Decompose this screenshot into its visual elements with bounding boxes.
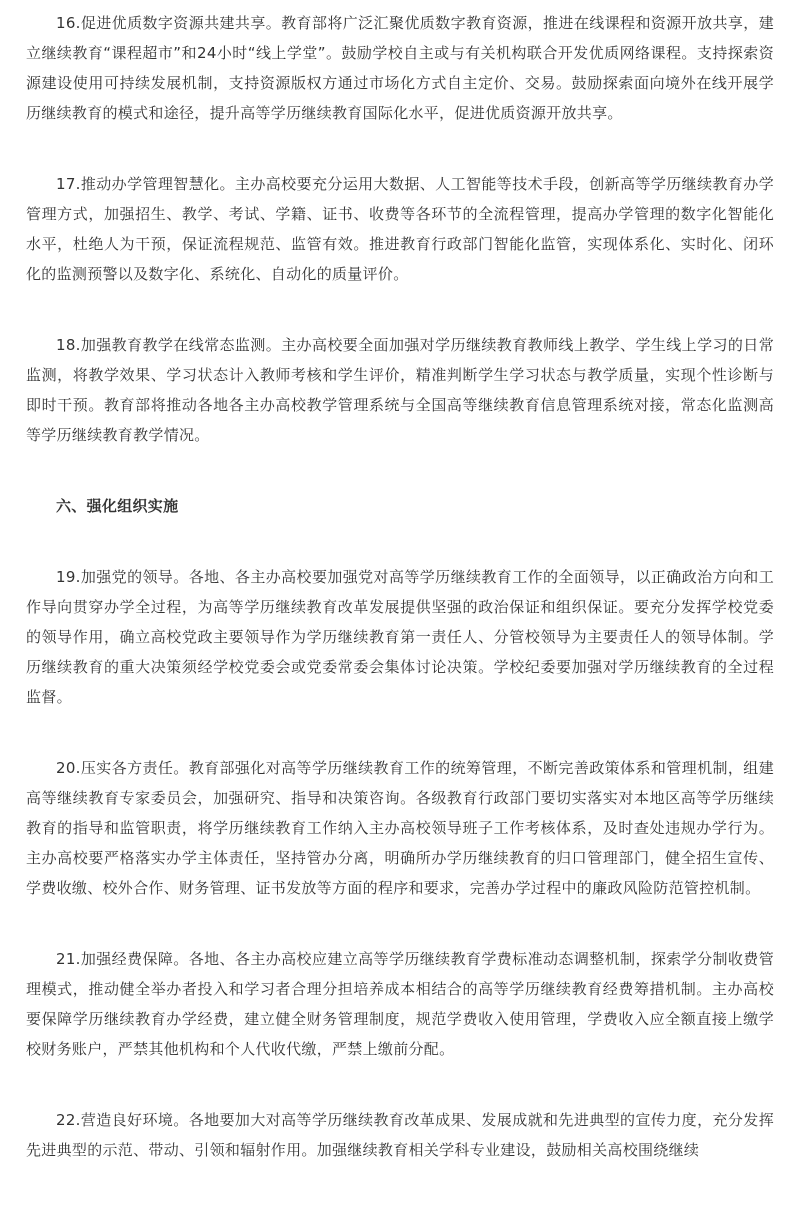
paragraph-20: 20.压实各方责任。教育部强化对高等学历继续教育工作的统筹管理，不断完善政策体系和管理机制，组建高等继续教育专家委员会，加强研究、指导和决策咨询。各级教育行政部门要切实落实对本地区高等学历继续教育的指导和监管职责，将学历继续教育工作纳入主办高校领导班子工作考核体系，及时查处违规办学行为。主办高校要严格落实办学主体责任，坚持管办分离，明确所办学历继续教育的归口管理部门，健全招生宣传、学费收缴、校外合作、财务管理、证书发放等方面的程序和要求，完善办学过程中的廉政风险防范管控机制。: [26, 759, 774, 897]
paragraph-22: 22.营造良好环境。各地要加大对高等学历继续教育改革成果、发展成就和先进典型的宣传力度，充分发挥先进典型的示范、带动、引领和辐射作用。加强继续教育相关学科专业建设，鼓励相关高校围绕继续: [26, 1111, 774, 1159]
paragraph-18: 18.加强教育教学在线常态监测。主办高校要全面加强对学历继续教育教师线上教学、学生线上学习的日常监测，将教学效果、学习状态计入教师考核和学生评价，精准判断学生学习状态与教学质量，实现个性诊断与即时干预。教育部将推动各地各主办高校教学管理系统与全国高等继续教育信息管理系统对接，常态化监测高等学历继续教育教学情况。: [26, 336, 774, 444]
paragraph-21: 21.加强经费保障。各地、各主办高校应建立高等学历继续教育学费标准动态调整机制，探索学分制收费管理模式，推动健全举办者投入和学习者合理分担培养成本相结合的高等学历继续教育经费筹措机制。主办高校要保障学历继续教育办学经费，建立健全财务管理制度，规范学费收入使用管理，学费收入应全额直接上缴学校财务账户，严禁其他机构和个人代收代缴，严禁上缴前分配。: [26, 950, 774, 1058]
section-heading: 六、强化组织实施: [56, 497, 179, 515]
paragraph-16: 16.促进优质数字资源共建共享。教育部将广泛汇聚优质数字教育资源，推进在线课程和资源开放共享，建立继续教育“课程超市”和24小时“线上学堂”。鼓励学校自主或与有关机构联合开发优质网络课程。支持探索资源建设使用可持续发展机制，支持资源版权方通过市场化方式自主定价、交易。鼓励探索面向境外在线开展学历继续教育的模式和途径，提升高等学历继续教育国际化水平，促进优质资源开放共享。: [26, 14, 774, 122]
paragraph-19: 19.加强党的领导。各地、各主办高校要加强党对高等学历继续教育工作的全面领导，以正确政治方向和工作导向贯穿办学全过程，为高等学历继续教育改革发展提供坚强的政治保证和组织保证。要充分发挥学校党委的领导作用，确立高校党政主要领导作为学历继续教育第一责任人、分管校领导为主要责任人的领导体制。学历继续教育的重大决策须经学校党委会或党委常委会集体讨论决策。学校纪委要加强对学历继续教育的全过程监督。: [26, 568, 774, 706]
document-page: [26, 8, 774, 1206]
paragraph-17: 17.推动办学管理智慧化。主办高校要充分运用大数据、人工智能等技术手段，创新高等学历继续教育办学管理方式，加强招生、教学、考试、学籍、证书、收费等各环节的全流程管理，提高办学管理的数字化智能化水平，杜绝人为干预，保证流程规范、监管有效。推进教育行政部门智能化监管，实现体系化、实时化、闭环化的监测预警以及数字化、系统化、自动化的质量评价。: [26, 175, 774, 283]
